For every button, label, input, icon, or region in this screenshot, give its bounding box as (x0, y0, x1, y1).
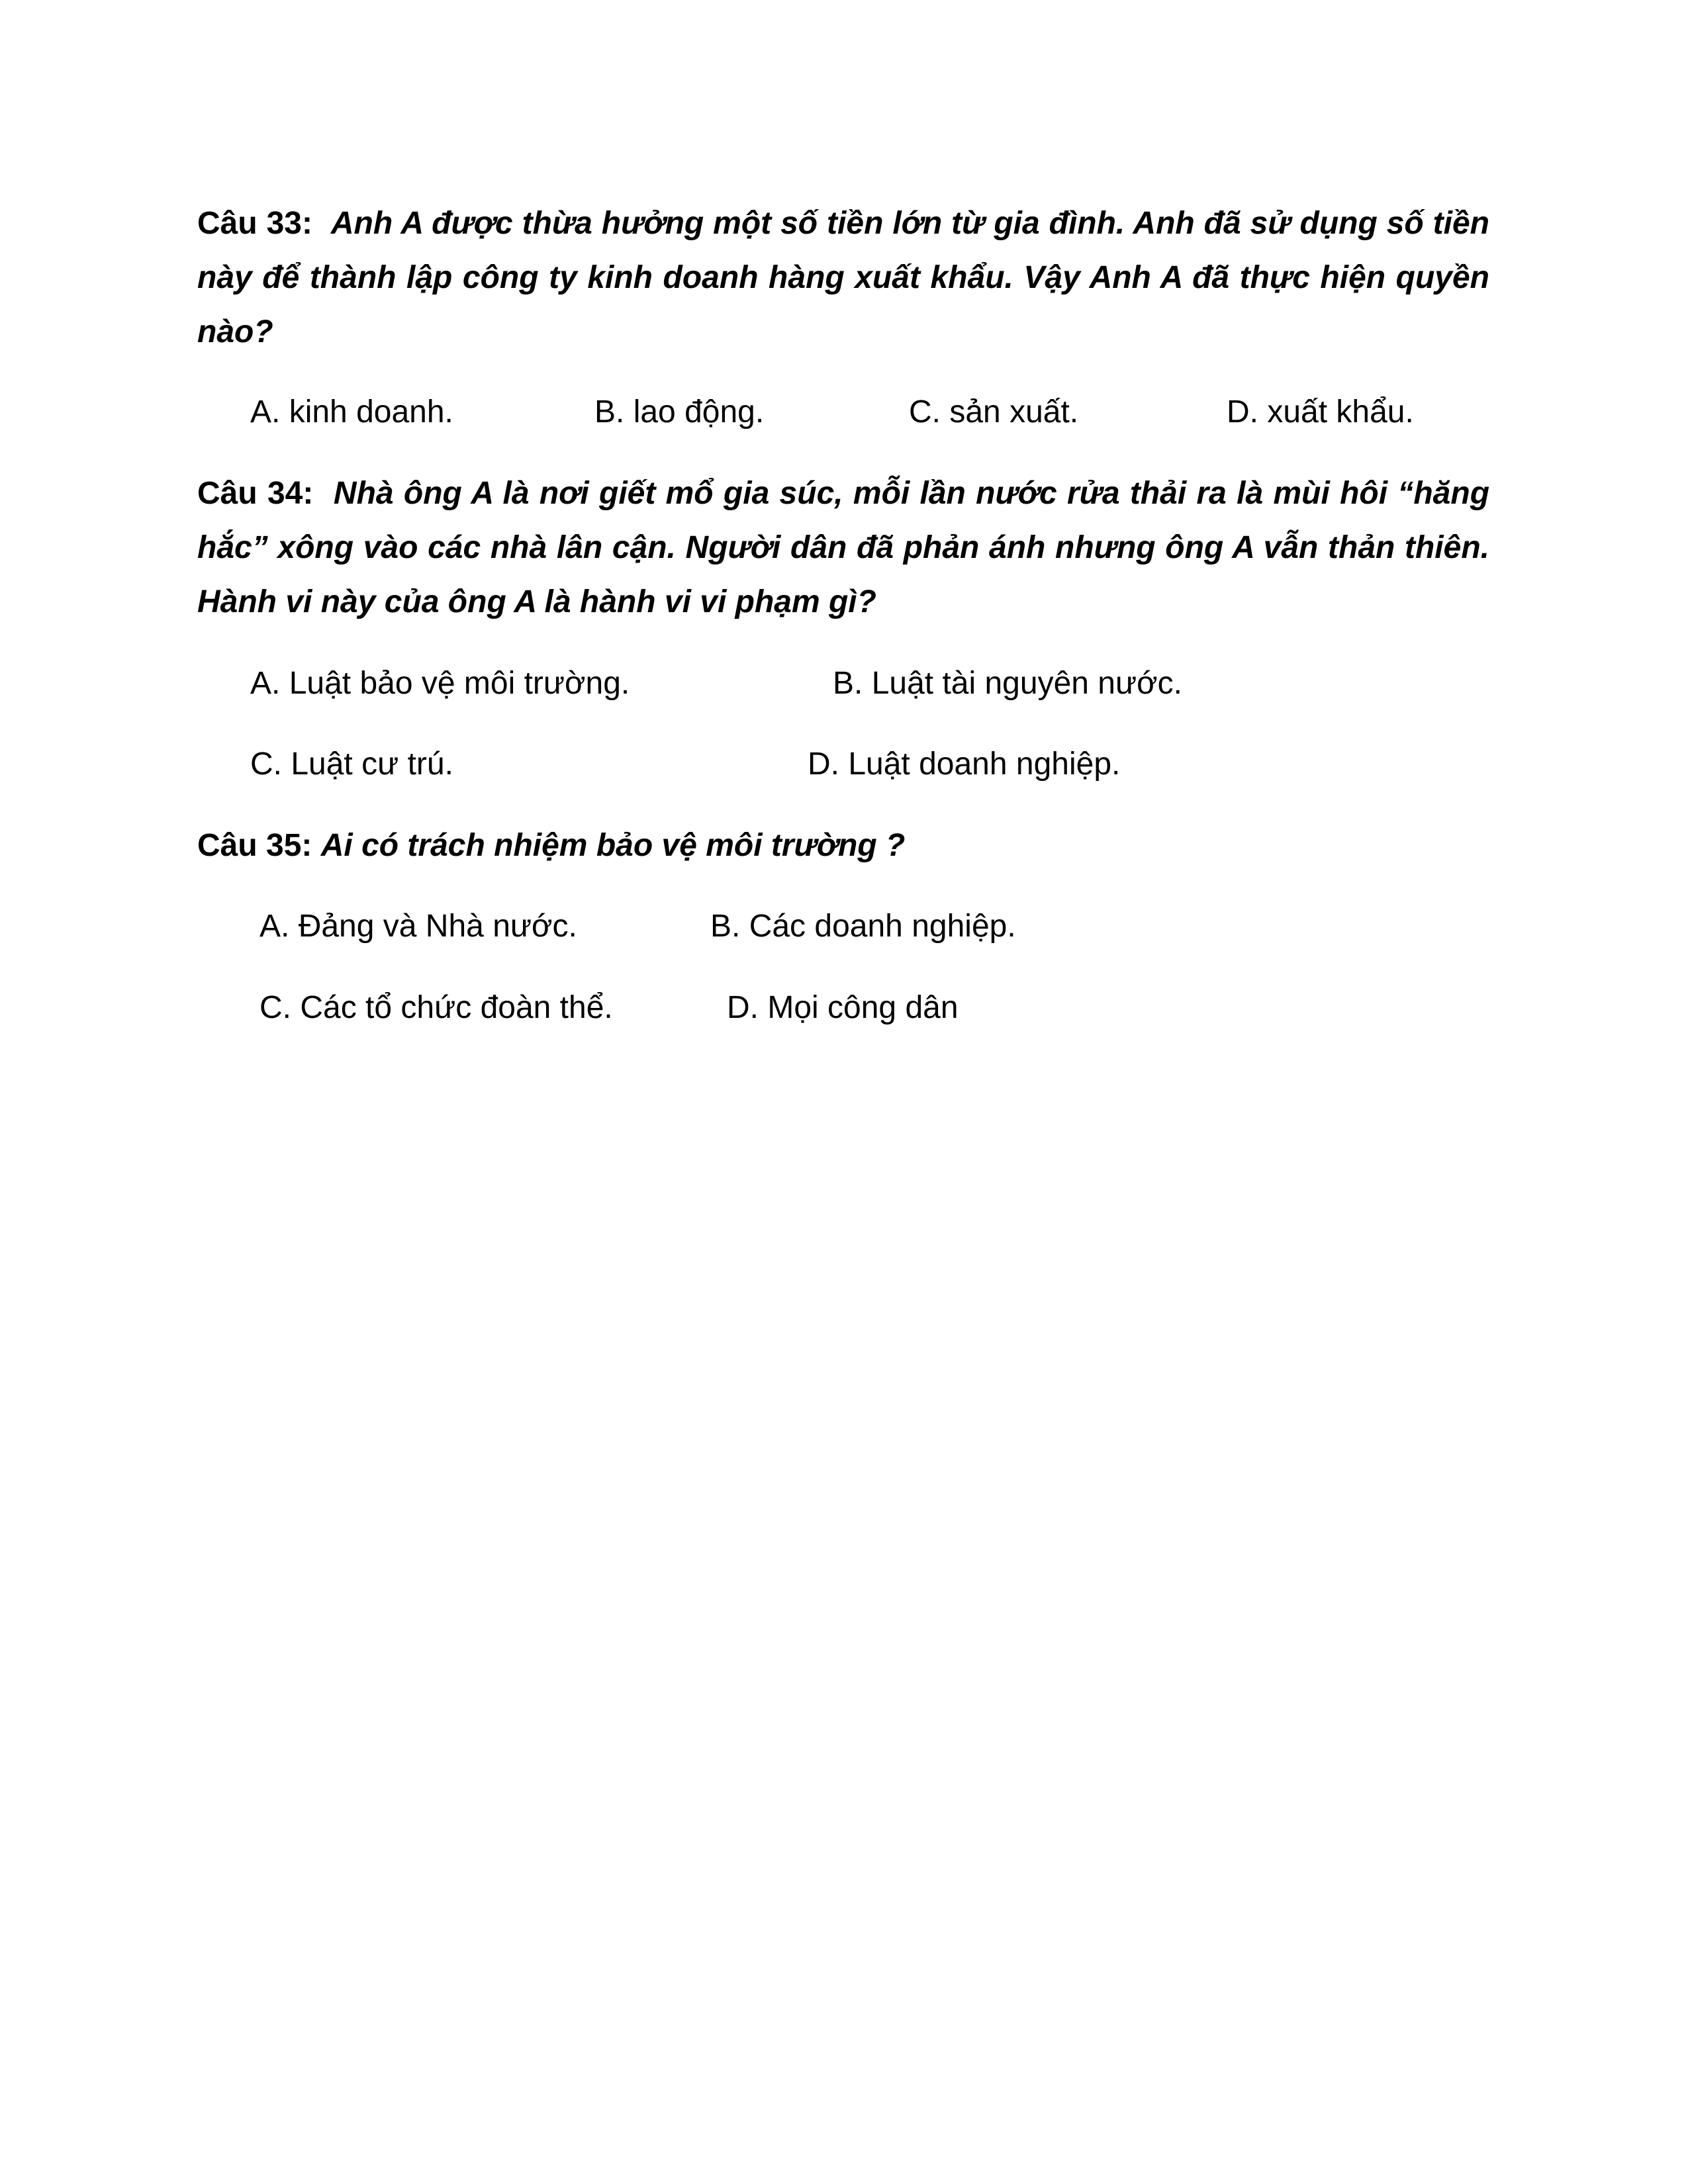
option-d: D. Luật doanh nghiệp. (808, 747, 1121, 782)
option-c: C. Các tổ chức đoàn thể. (259, 990, 613, 1025)
question-label: Câu 34: (197, 476, 314, 511)
option-a: A. Đảng và Nhà nước. (259, 909, 577, 944)
option-d: D. Mọi công dân (727, 990, 959, 1025)
option-b: B. Các doanh nghiệp. (710, 909, 1016, 944)
question-text: Ai có trách nhiệm bảo vệ môi trường ? (320, 828, 906, 863)
option-a: A. kinh doanh. (250, 394, 453, 430)
question-text: Nhà ông A là nơi giết mổ gia súc, mỗi lần nước rửa thải ra là mùi hôi “hăng hắc” xông vào các nhà lân cận. Người dân đã phản ánh nhưng ông A vẫn thản thiên. Hành vi này của ông A là hành vi vi phạm gì? (197, 476, 1490, 619)
question-35 (197, 819, 1489, 873)
question-34 (197, 467, 1489, 629)
option-d: D. xuất khẩu. (1227, 394, 1414, 430)
option-c: C. Luật cư trú. (250, 747, 453, 782)
question-33 (197, 197, 1489, 359)
question-label: Câu 35: (197, 828, 312, 863)
option-c: C. sản xuất. (909, 394, 1079, 430)
option-b: B. Luật tài nguyên nước. (833, 666, 1182, 701)
question-text: Anh A được thừa hưởng một số tiền lớn từ gia đình. Anh đã sử dụng số tiền này để thành lập công ty kinh doanh hàng xuất khẩu. Vậy Anh A đã thực hiện quyền nào? (197, 206, 1490, 349)
option-b: B. lao động. (594, 394, 765, 430)
option-a: A. Luật bảo vệ môi trường. (250, 666, 630, 701)
question-label: Câu 33: (197, 206, 312, 241)
